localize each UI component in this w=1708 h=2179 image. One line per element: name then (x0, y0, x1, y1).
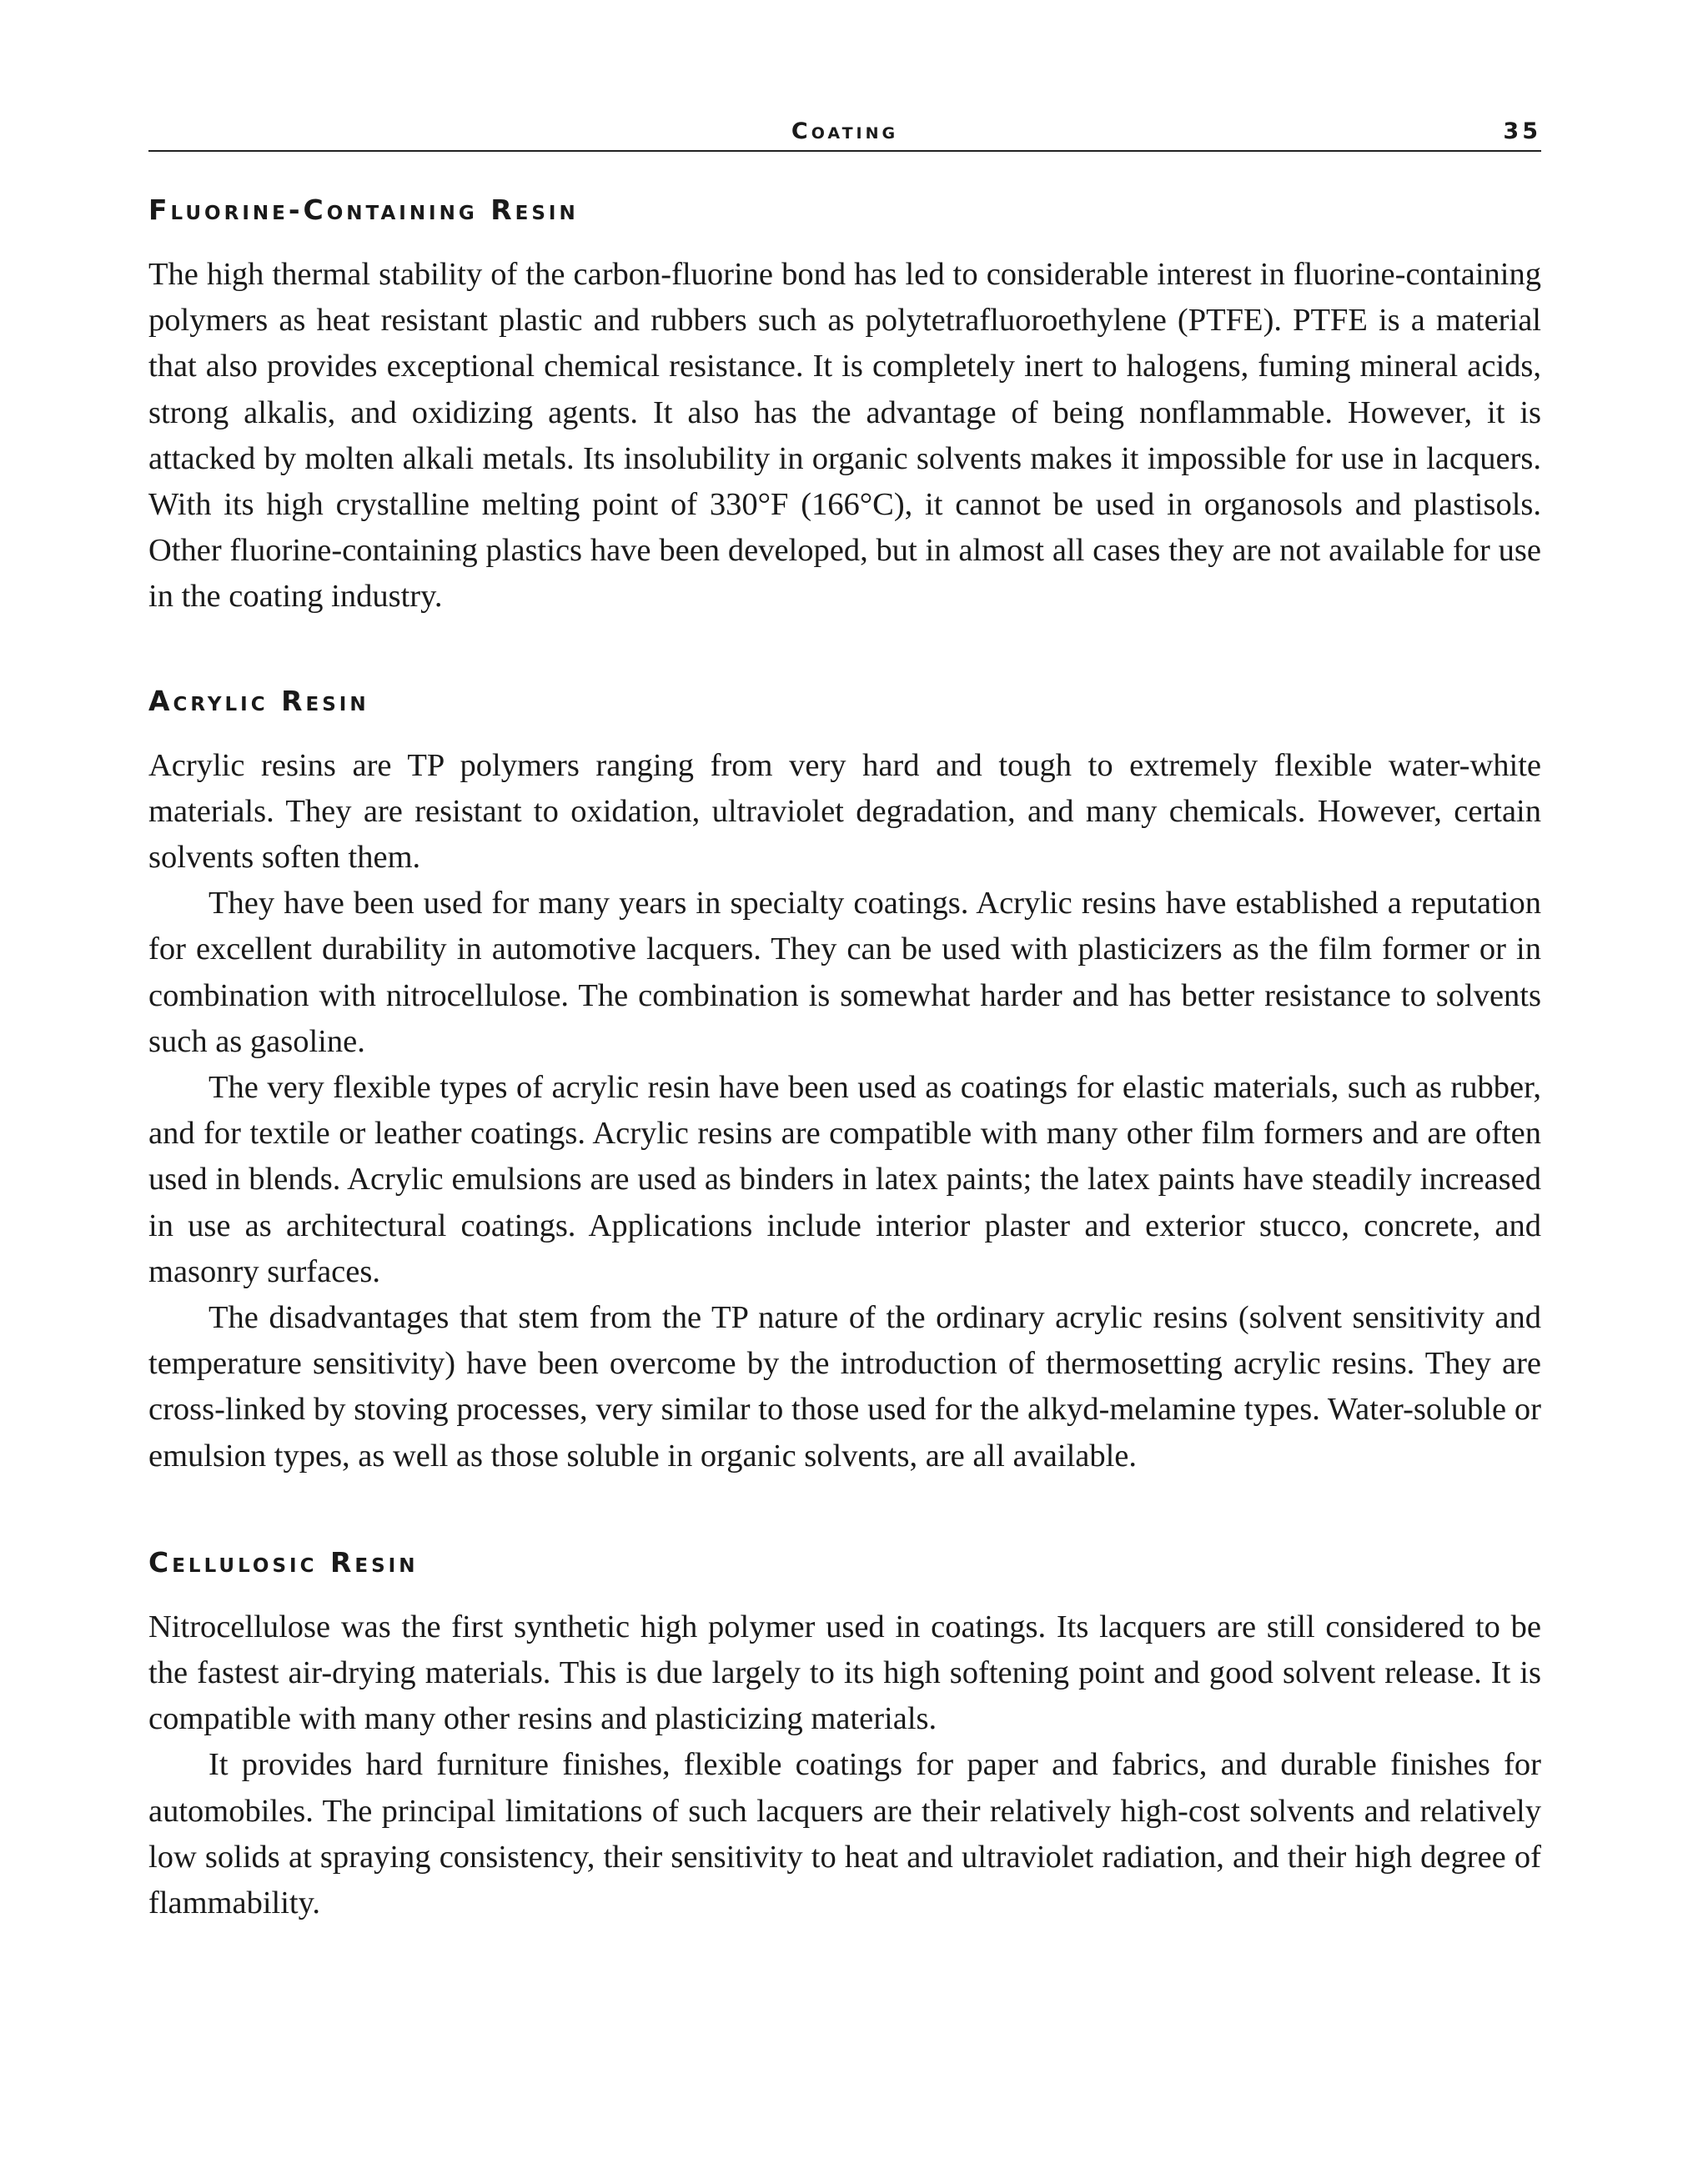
paragraph: The very flexible types of acrylic resin have been used as coatings for elastic materials, such as rubber, and for textile or leather coatings. Acrylic resins are compatible with many other film formers and are often used in blends. Acrylic emulsions are used as binders in latex paints; the latex paints have steadily increased in use as architectural coatings. Applications include interior plaster and exterior stucco, concrete, and masonry surfaces. (148, 1070, 1541, 1289)
paragraph: Nitrocellulose was the first synthetic high polymer used in coatings. Its lacquers are still considered to be the fastest air-drying materials. This is due largely to its high softening point and good solvent release. It is compatible with many other resins and plasticizing materials. (148, 1609, 1541, 1737)
section-acrylic-resin (148, 683, 1541, 1479)
section-fluorine-containing-resin (148, 192, 1541, 620)
section-cellulosic-resin (148, 1544, 1541, 1926)
running-title: Coating (791, 118, 899, 144)
section-heading: Cellulosic Resin (148, 1545, 419, 1579)
running-header (148, 117, 1541, 152)
section-heading: Fluorine-Containing Resin (148, 193, 579, 226)
book-page (148, 117, 1541, 1926)
paragraph: It provides hard furniture finishes, flexible coatings for paper and fabrics, and durable finishes for automobiles. The principal limitations of such lacquers are their relatively high-cost solvents and relatively low solids at spraying consistency, their sensitivity to heat and ultraviolet radiation, and their high degree of flammability. (148, 1747, 1541, 1921)
section-heading: Acrylic Resin (148, 684, 369, 717)
page-number: 35 (1503, 118, 1541, 144)
paragraph: The high thermal stability of the carbon-fluorine bond has led to considerable interest in fluorine-containing polymers as heat resistant plastic and rubbers such as polytetrafluoroethylene (PTFE). PTFE is a material that also provides exceptional chemical resistance. It is completely inert to halogens, fuming mineral acids, strong alkalis, and oxidizing agents. It also has the advantage of being nonflammable. However, it is attacked by molten alkali metals. Its insolubility in organic solvents makes it impossible for use in lacquers. With its high crystalline melting point of 330°F (166°C), it cannot be used in organosols and plastisols. Other fluorine-containing plastics have been developed, but in almost all cases they are not available for use in the coating industry. (148, 257, 1541, 615)
paragraph: Acrylic resins are TP polymers ranging from very hard and tough to extremely flexible water-white materials. They are resistant to oxidation, ultraviolet degradation, and many chemicals. However, certain solvents soften them. (148, 747, 1541, 876)
paragraph: They have been used for many years in specialty coatings. Acrylic resins have established a reputation for excellent durability in automotive lacquers. They can be used with plasticizers as the film former or in combination with nitrocellulose. The combination is somewhat harder and has better resistance to solvents such as gasoline. (148, 886, 1541, 1059)
paragraph: The disadvantages that stem from the TP nature of the ordinary acrylic resins (solvent sensitivity and temperature sensitivity) have been overcome by the introduction of thermosetting acrylic resins. They are cross-linked by stoving processes, very similar to those used for the alkyd-melamine types. Water-soluble or emulsion types, as well as those soluble in organic solvents, are all available. (148, 1300, 1541, 1474)
